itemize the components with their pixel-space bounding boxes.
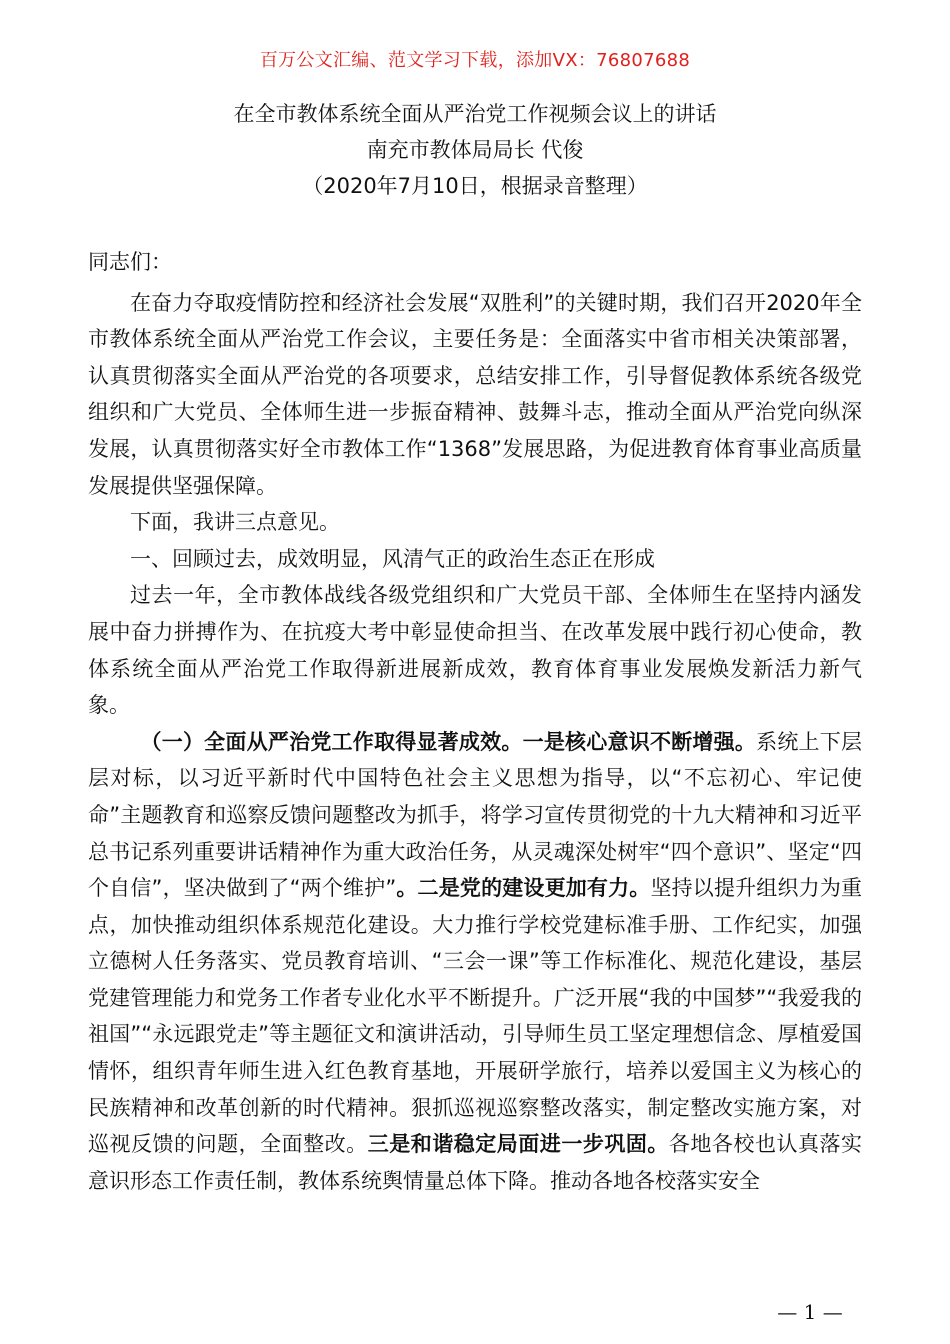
subsection-heading-bold: （一）全面从严治党工作取得显著成效。一是核心意识不断增强。 <box>140 729 757 754</box>
date-note: （2020年7月10日，根据录音整理） <box>302 174 648 198</box>
title-block <box>0 96 950 204</box>
speech-body <box>88 244 862 1199</box>
paragraph-subsection-1 <box>88 724 862 1200</box>
page-number: — 1 — <box>777 1300 843 1324</box>
speech-title: 在全市教体系统全面从严治党工作视频会议上的讲话 <box>233 102 717 126</box>
salutation: 同志们： <box>88 250 172 274</box>
promo-banner: 百万公文汇编、范文学习下载，添加VX：76807688 <box>259 50 691 71</box>
subsection-point-3-bold: 三是和谐稳定局面进一步巩固。 <box>367 1132 669 1157</box>
paragraph-outline: 下面，我讲三点意见。 <box>130 510 340 535</box>
paragraph-intro: 在奋力夺取疫情防控和经济社会发展“双胜利”的关键时期，我们召开2020年全市教体系统全面从严治党工作会议，主要任务是：全面落实中省市相关决策部署，认真贯彻落实全面从严治党的各项要求，总结安排工作，引导督促教体系统各级党组织和广大党员、全体师生进一步振奋精神、鼓舞斗志，推动全面从严治党向纵深发展，认真贯彻落实好全市教体工作“1368”发展思路，为促进教育体育事业高质量发展提供坚强保障。 <box>88 290 862 498</box>
paragraph-review: 过去一年，全市教体战线各级党组织和广大党员干部、全体师生在坚持内涵发展中奋力拼搏作为、在抗疫大考中彰显使命担当、在改革发展中践行初心使命，教体系统全面从严治党工作取得新进展新成效，教育体育事业发展焕发新活力新气象。 <box>88 583 862 718</box>
subsection-point-2-bold: 。二是党的建设更加有力。 <box>396 876 651 901</box>
subsection-point-3-text: 各地各校也认真落实意识形态工作责任制，教体系统舆情量总体下降。推动各地各校落实安全 <box>88 1132 863 1193</box>
subsection-text: 系统上下层层对标，以习近平新时代中国特色社会主义思想为指导，以“不忘初心、牢记使命”主题教育和巡察反馈问题整改为抓手，将学习宣传贯彻党的十九大精神和习近平总书记系列重要讲话精神作为重大政治任务，从灵魂深处树牢“四个意识”、坚定“四个自信”，坚决做到了“两个维护” <box>88 729 863 901</box>
speaker-line: 南充市教体局局长 代俊 <box>366 138 584 162</box>
subsection-point-2-text: 坚持以提升组织力为重点，加快推动组织体系规范化建设。大力推行学校党建标准手册、工作纪实，加强立德树人任务落实、党员教育培训、“三会一课”等工作标准化、规范化建设，基层党建管理能力和党务工作者专业化水平不断提升。广泛开展“我的中国梦”“我爱我的祖国”“永远跟党走”等主题征文和演讲活动，引导师生员工坚定理想信念、厚植爱国情怀，组织青年师生进入红色教育基地，开展研学旅行，培养以爱国主义为核心的民族精神和改革创新的时代精神。狠抓巡视巡察整改落实，制定整改实施方案，对巡视反馈的问题，全面整改。 <box>88 876 862 1157</box>
section-heading-1: 一、回顾过去，成效明显，风清气正的政治生态正在形成 <box>130 546 655 571</box>
